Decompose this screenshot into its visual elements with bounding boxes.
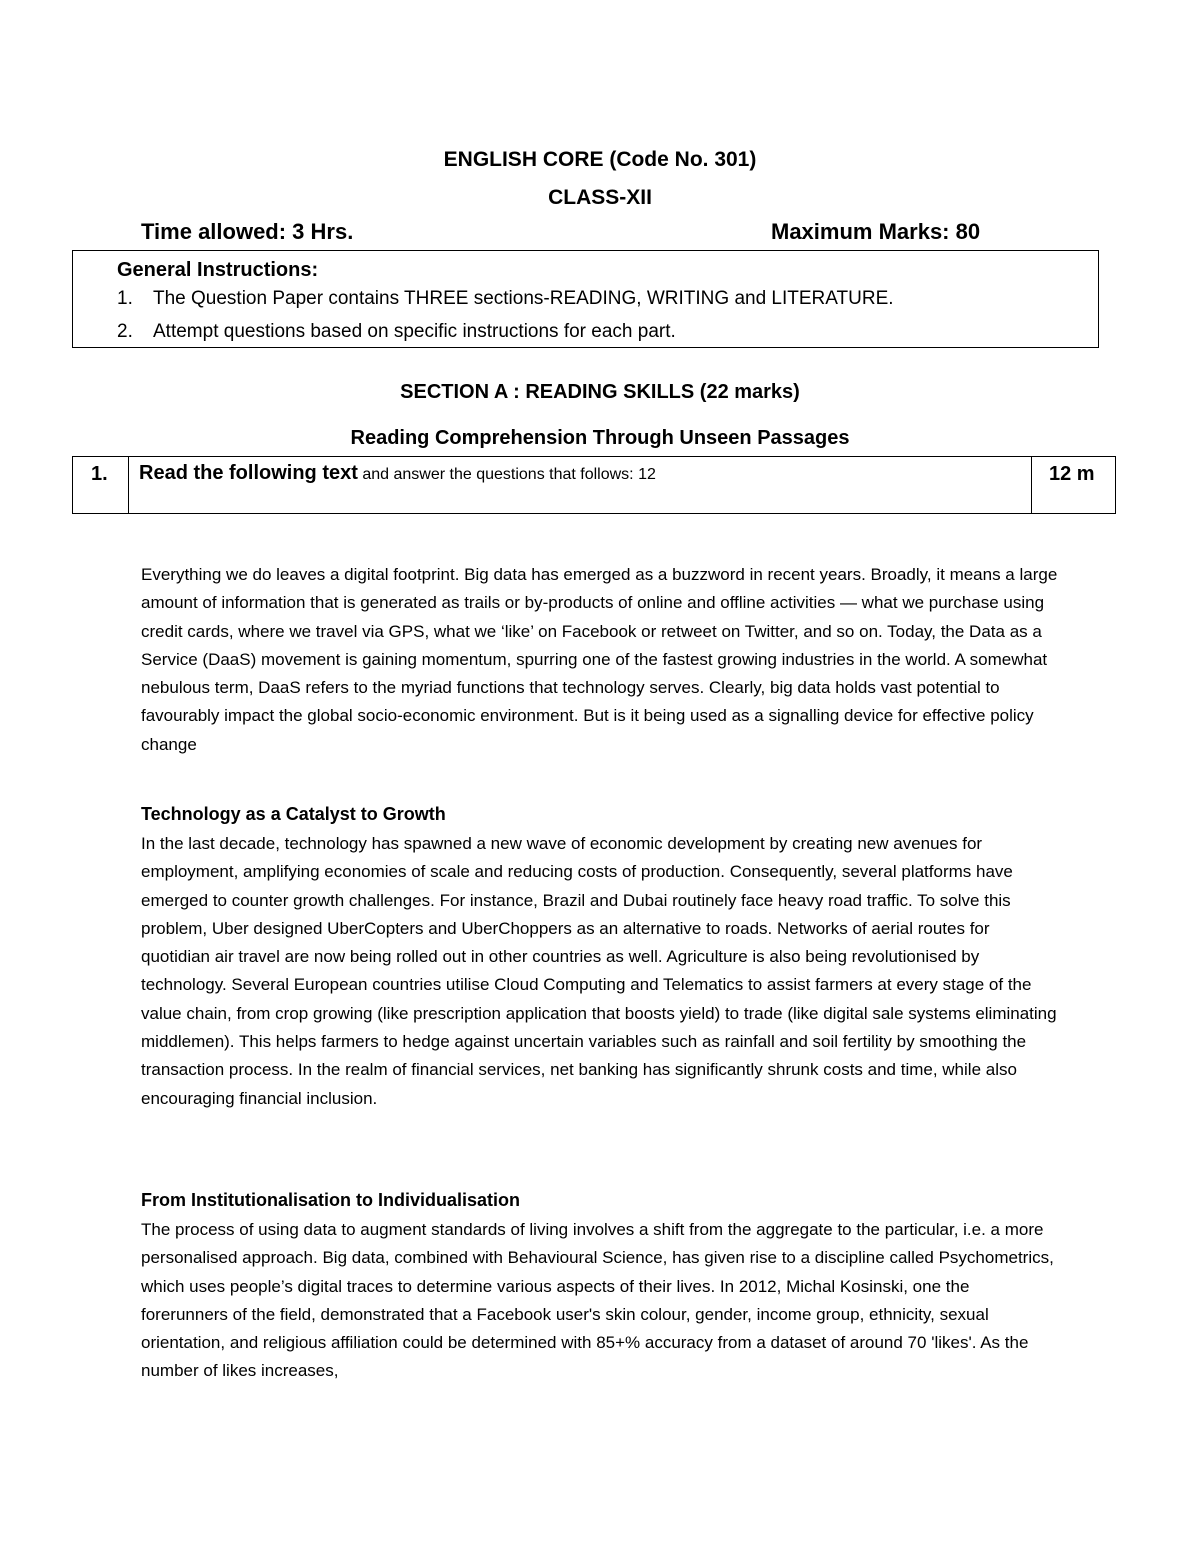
question-text-rest: and answer the questions that follows: 12 — [357, 466, 656, 483]
passage-paragraph: In the last decade, technology has spawned a new wave of economic development by creating new avenues for employment, amplifying economies of scale and reducing costs of production. Consequently, several platforms have emerged to counter growth challenges. For instance, Brazil and Dubai routinely face heavy road traffic. To solve this problem, Uber designed UberCopters and UberChoppers as an alternative to roads. Networks of aerial routes for quotidian air travel are now being rolled out in other countries as well. Agriculture is also being revolutionised by technology. Several European countries utilise Cloud Computing and Telematics to assist farmers at every stage of the value chain, from crop growing (like prescription application that boosts yield) to trade (like digital sale systems eliminating middlemen). This helps farmers to hedge against uncertain variables such as rainfall and soil fertility by smoothing the transaction process. In the realm of financial services, net banking has significantly shrunk costs and time, while also encouraging financial inclusion. — [141, 834, 1057, 1108]
maximum-marks: Maximum Marks: 80 — [771, 219, 981, 244]
table-divider — [1031, 457, 1032, 513]
table-divider — [128, 457, 129, 513]
passage-heading: Technology as a Catalyst to Growth — [141, 804, 446, 824]
time-allowed: Time allowed: 3 Hrs. — [141, 219, 354, 244]
question-marks: 12 m — [1049, 463, 1095, 485]
passage-paragraph: The process of using data to augment standards of living involves a shift from the aggregate to the particular, i.e. a more personalised approach. Big data, combined with Behavioural Science, has given rise to a discipline called Psychometrics, which uses people’s digital traces to determine various aspects of their lives. In 2012, Michal Kosinski, one the forerunners of the field, demonstrated that a Facebook user's skin colour, gender, income group, ethnicity, sexual orientation, and religious affiliation could be determined with 85+% accuracy from a dataset of around 70 'likes'. As the number of likes increases, — [141, 1220, 1054, 1381]
section-subtitle: Reading Comprehension Through Unseen Passages — [350, 427, 850, 449]
instruction-text: Attempt questions based on specific instructions for each part. — [153, 321, 676, 342]
passage-heading: From Institutionalisation to Individualisation — [141, 1190, 521, 1210]
general-instructions-box — [72, 250, 1099, 348]
question-number: 1. — [91, 463, 108, 485]
instruction-number: 1. — [117, 288, 133, 309]
section-title: SECTION A : READING SKILLS (22 marks) — [400, 381, 800, 403]
instruction-number: 2. — [117, 321, 133, 342]
instruction-item — [117, 321, 676, 343]
paper-title: ENGLISH CORE (Code No. 301) — [443, 148, 757, 171]
question-text-bold: Read the following text — [139, 462, 358, 484]
instruction-text: The Question Paper contains THREE sections-READING, WRITING and LITERATURE. — [153, 288, 894, 309]
class-label: CLASS-XII — [548, 186, 652, 209]
instruction-item — [117, 288, 894, 310]
instructions-heading: General Instructions: — [117, 259, 319, 281]
question-text — [139, 462, 656, 485]
passage-intro: Everything we do leaves a digital footprint. Big data has emerged as a buzzword in recent years. Broadly, it means a large amount of information that is generated as trails or by-products of online and offline activities — what we purchase using credit cards, where we travel via GPS, what we ‘like’ on Facebook or retweet on Twitter, and so on. Today, the Data as a Service (DaaS) movement is gaining momentum, spurring one of the fastest growing industries in the world. A somewhat nebulous term, DaaS refers to the myriad functions that technology serves. Clearly, big data holds vast potential to favourably impact the global socio-economic environment. But is it being used as a signalling device for effective policy change — [141, 565, 1058, 754]
question-table — [72, 456, 1116, 514]
